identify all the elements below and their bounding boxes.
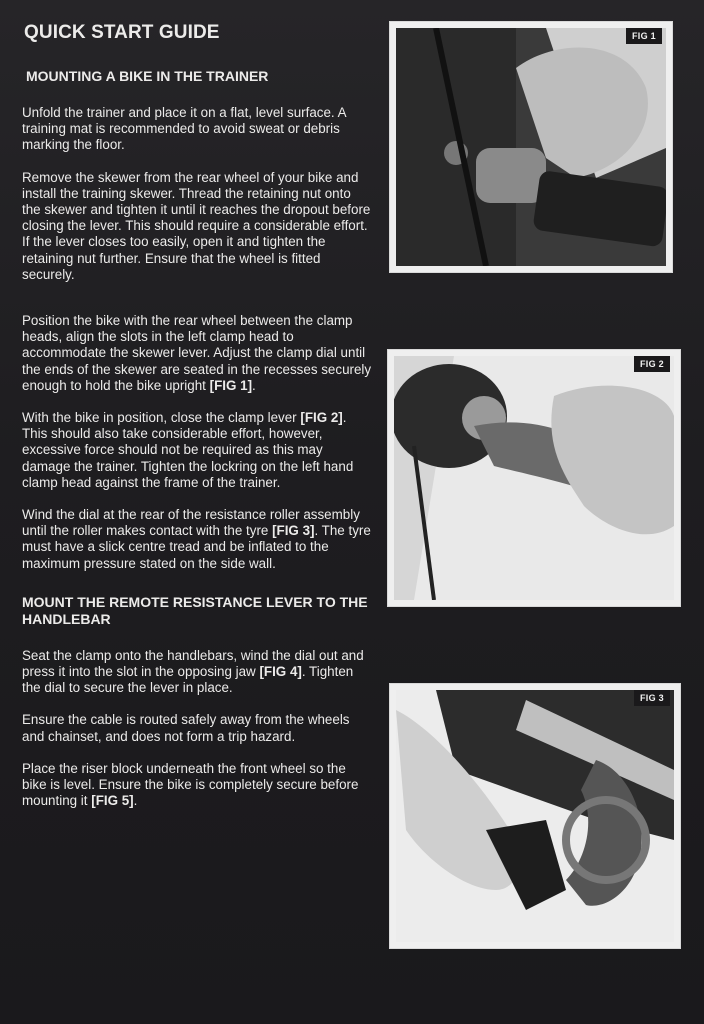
fig4-reference: [FIG 4] bbox=[259, 664, 302, 680]
figure-1-photo bbox=[396, 28, 666, 266]
figure-2-photo bbox=[394, 356, 674, 600]
paragraph-dial-start: Wind the dial at the rear of the resistance roller assembly until the roller makes contact with the tyre bbox=[22, 507, 360, 539]
paragraph-clamp-lever bbox=[22, 410, 372, 491]
paragraph-riser-block bbox=[22, 761, 372, 810]
figure-3 bbox=[390, 684, 680, 948]
fig3-reference: [FIG 3] bbox=[272, 523, 315, 539]
fig1-reference: [FIG 1] bbox=[209, 377, 253, 393]
paragraph-clamp-start: With the bike in position, close the clamp lever bbox=[22, 410, 301, 426]
paragraph-seat-text: Seat the clamp onto the handlebars, wind the dial out and press it into the slot in the opposing jaw bbox=[22, 647, 364, 680]
text-column bbox=[22, 22, 372, 826]
paragraph-unfold: Unfold the trainer and place it on a flat, level surface. A training mat is recommended to avoid sweat or debris marking the floor. bbox=[22, 105, 346, 153]
paragraph-seat-end: . Tighten the dial to secure the lever in place. bbox=[22, 664, 354, 696]
figure-1 bbox=[390, 22, 672, 272]
paragraph-cable: Ensure the cable is routed safely away from the wheels and chainset, and does not form a trip hazard. bbox=[22, 712, 350, 744]
section-heading-mounting: MOUNTING A BIKE IN THE TRAINER bbox=[26, 68, 269, 84]
page-title: QUICK START GUIDE bbox=[24, 22, 220, 43]
paragraph-dial-text: . The tyre must have a slick centre tread and be inflated to the maximum pressure stated on the side wall. bbox=[22, 523, 371, 571]
paragraph-skewer: Remove the skewer from the rear wheel of your bike and install the training skewer. Thread the retaining nut onto the skewer and tighten it until it reaches the dropout before closing the lever. This should require a considerable effort. If the lever closes too easily, open it and tighten the retaining nut further. Ensure that the wheel is fitted securely. bbox=[22, 169, 371, 282]
figure-3-label: FIG 3 bbox=[634, 690, 670, 706]
paragraph-riser-text: Place the riser block underneath the front wheel so the bike is level. Ensure the bike is completely secure before mounting it bbox=[22, 760, 359, 809]
fig5-reference: [FIG 5] bbox=[91, 793, 134, 809]
section-heading-remote-lever: MOUNT THE REMOTE RESISTANCE LEVER TO THE HANDLEBAR bbox=[22, 593, 368, 627]
fig2-reference: [FIG 2] bbox=[300, 410, 343, 426]
paragraph-position-text: Position the bike with the rear wheel between the clamp heads, align the slots in the left clamp head to accommodate the skewer lever. Adjust the clamp dial until the ends of the skewer are seated in the recesses securely enough to hold the bike upright bbox=[22, 313, 372, 393]
paragraph-dial bbox=[22, 507, 372, 572]
paragraph-position-end: . bbox=[252, 377, 256, 393]
figure-3-photo bbox=[396, 690, 674, 942]
figure-2-label: FIG 2 bbox=[634, 356, 670, 372]
paragraph-position bbox=[22, 313, 372, 394]
figure-1-label: FIG 1 bbox=[626, 28, 662, 44]
paragraph-riser-end: . bbox=[133, 793, 138, 809]
figure-2 bbox=[388, 350, 680, 606]
paragraph-seat-clamp bbox=[22, 648, 372, 697]
paragraph-clamp-text: . This should also take considerable effort, however, excessive force should not be required as this may damage the trainer. Tighten the lockring on the left hand clamp head against the frame of the trainer. bbox=[22, 410, 354, 490]
